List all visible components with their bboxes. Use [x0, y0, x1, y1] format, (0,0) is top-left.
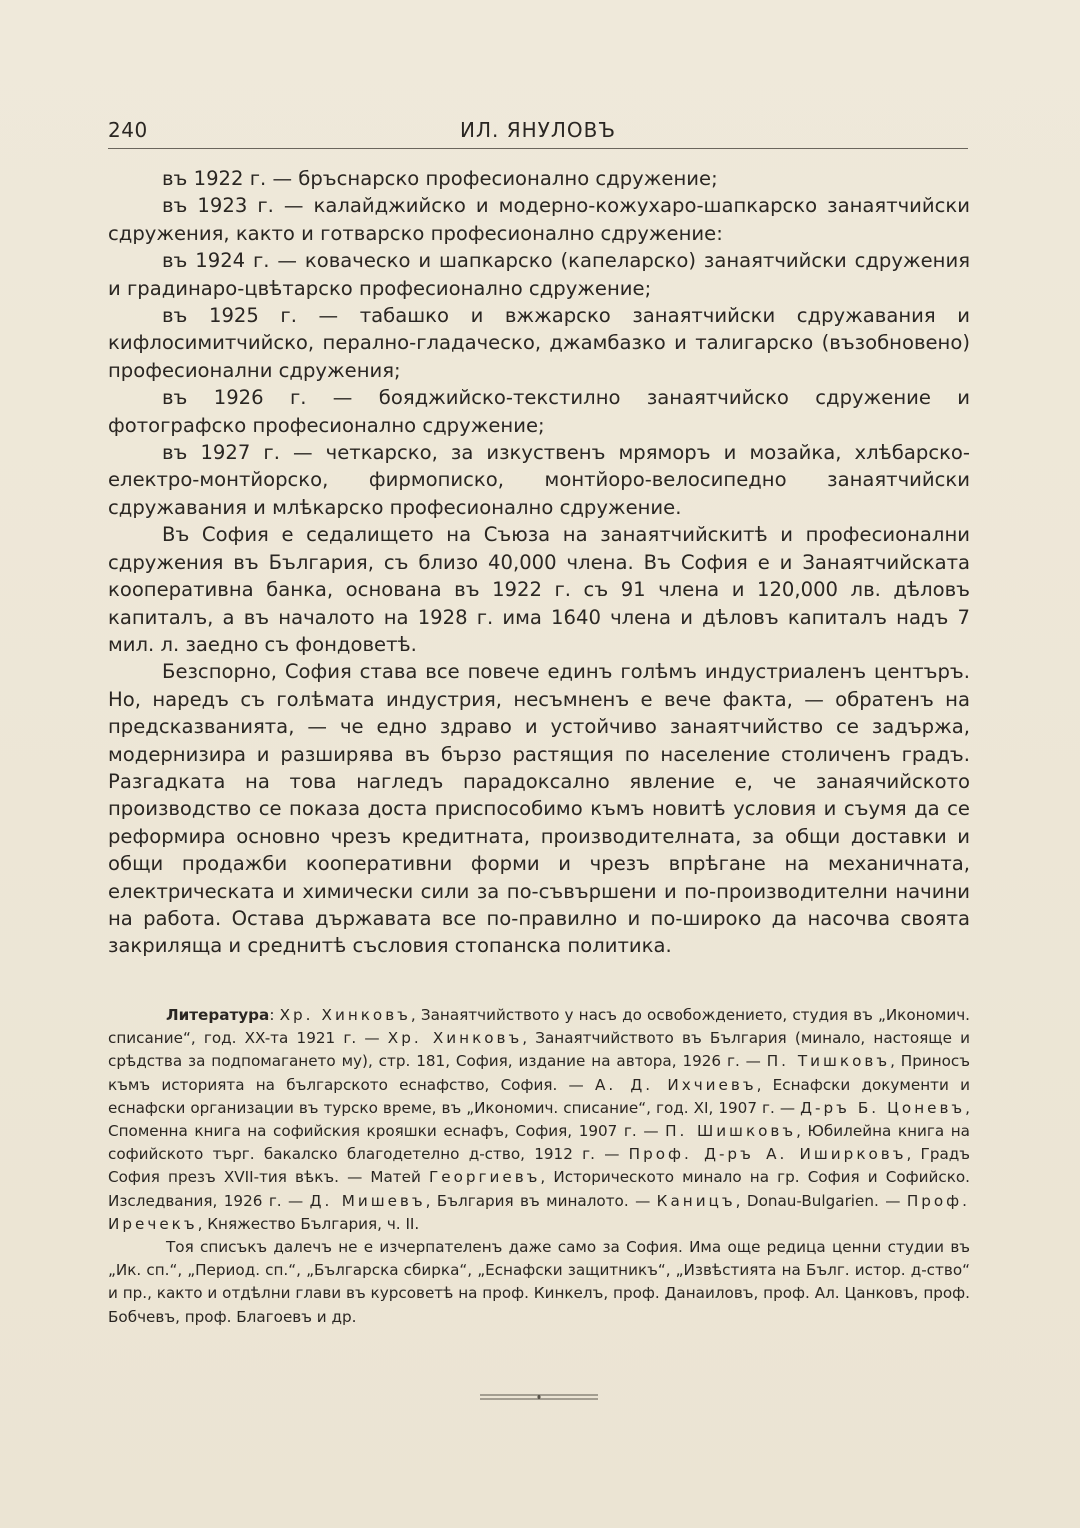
literature-list: [108, 1004, 970, 1236]
page-number: 240: [108, 118, 148, 142]
author-name: Проф. Иречекъ: [108, 1191, 970, 1233]
page-header: [108, 118, 968, 149]
author-name: Каницъ: [656, 1191, 736, 1210]
literature-text: , Занаятчийството у насъ до освобождението, студия въ „Икономич. списание“, год. XX-та 1921 г. —: [108, 1006, 970, 1048]
year-item-1926: въ 1926 г. — бояджийско-текстилно занаятчийско сдружение и фотографско професионално сдружение;: [108, 386, 970, 437]
literature-text: , Юбилейна книга на софийското търг. бакалско благодетелно д-ство, 1912 г. —: [108, 1122, 970, 1164]
author-name: Д-ръ Б. Цоневъ: [800, 1098, 966, 1117]
year-item-1922: въ 1922 г. — бръснарско професионално сдружение;: [162, 167, 718, 190]
author-name: П. Шишковъ: [665, 1122, 797, 1141]
author-name: А. Д. Ихчиевъ: [594, 1075, 757, 1094]
author-name: П. Тишковъ: [766, 1052, 891, 1071]
literature-section: [108, 1004, 970, 1329]
paragraph-industry: Безспорно, София става все повече единъ голѣмъ индустриаленъ центъръ. Но, наредъ съ голѣмата индустрия, несъмненъ е вече факта, — обратенъ на предсказванията, — че едно здраво и устойчиво занаятчийство се задържа, модернизира и разширява въ бързо растящия по население столиченъ градъ. Разгадката на това нагледъ парадоксално явление е, че занаячийското производство се показа доста приспособимо къмъ новитѣ условия и съумя да се реформира основно чрезъ кредитната, производителната, за общи доставки и общи продажби кооперативни форми и чрезъ впрѣгане на механичната, електрическата и химически сили за по-съвършени и по-производителни начини на работа. Остава държавата все по-правилно и по-широко да насочва своята закриляща и среднитѣ съсловия стопанска политика.: [108, 660, 970, 958]
literature-text: :: [269, 1006, 280, 1024]
year-item-1927: въ 1927 г. — четкарско, за изкуственъ мряморъ и мозайка, хлѣбарско-електро-монтйорско, фирмописко, монтйоро-велосипедно занаятчийски сдружавания и млѣкарско професионално сдружение.: [108, 441, 970, 519]
year-item-1923: въ 1923 г. — калайджийско и модерно-кожухаро-шапкарско занаятчийски сдружения, както и готварско професионално сдружение:: [108, 194, 970, 245]
running-head: ИЛ. ЯНУЛОВЪ: [460, 118, 616, 142]
literature-text: , Княжество България, ч. II.: [197, 1214, 420, 1233]
literature-text: , България въ миналото. —: [425, 1191, 657, 1210]
year-item-1925: въ 1925 г. — табашко и вжжарско занаятчийски сдружавания и кифлосимитчийско, перално-гладаческо, джамбазко и талигарско (възобновено) професионални сдружения;: [108, 304, 970, 382]
literature-text: , Градъ София презъ XVII-тия вѣкъ. — Матей: [108, 1145, 971, 1187]
literature-text: , Споменна книга на софийския крояшки еснафъ, София, 1907 г. —: [108, 1098, 970, 1141]
year-item-1924: въ 1924 г. — коваческо и шапкарско (капеларско) занаятчийски сдружения и градинаро-цвѣтарско професионално сдружение;: [108, 249, 970, 300]
literature-label: Литература: [166, 1006, 270, 1024]
author-name: Георгиевъ: [428, 1168, 541, 1187]
literature-text: , Приносъ къмъ историята на българското еснафство, София. —: [108, 1052, 971, 1094]
literature-text: , Занаятчийството въ България (минало, настояще и срѣдства за подпомагането му), стр. 181, София, издание на автора, 1926 г. —: [108, 1029, 970, 1071]
literature-text: , Donau-Bulgarien. —: [735, 1191, 907, 1210]
author-name: Проф. Д-ръ А. Иширковъ: [628, 1145, 907, 1164]
literature-note: Тоя списъкъ далечъ не е изчерпателенъ даже само за София. Има още редица ценни студии въ „Ик. сп.“, „Период. сп.“, „Българска сбирка“, „Еснафски защитникъ“, „Извѣстията на Бълг. истор. д-ство“ и пр., както и отдѣлни глави въ курсоветѣ на проф. Кинкелъ, проф. Данаиловъ, проф. Ал. Цанковъ, проф. Бобчевъ, проф. Благоевъ и др.: [108, 1238, 970, 1326]
paragraph-union: Въ София е седалището на Съюза на занаятчийскитѣ и професионални сдружения въ България, съ близо 40,000 члена. Въ София е и Занаятчийската кооперативна банка, основана въ 1922 г. съ 91 члена и 120,000 лв. дѣловъ капиталъ, а въ началото на 1928 г. има 1640 члена и дѣловъ капиталъ надъ 7 мил. л. заедно съ фондоветѣ.: [108, 523, 970, 656]
body-text: [108, 165, 970, 960]
literature-text: , Историческото минало на гр. София и Софийско. Изследвания, 1926 г. —: [108, 1168, 970, 1210]
author-name: Хр. Хинковъ: [387, 1029, 523, 1048]
ornament-rule-icon: [480, 1392, 598, 1402]
author-name: Хр. Хинковъ: [279, 1006, 411, 1024]
author-name: Д. Мишевъ: [309, 1191, 426, 1210]
literature-text: , Еснафски документи и еснафски организации въ турско време, въ „Икономич. списание“, год. XI, 1907 г. —: [108, 1075, 970, 1117]
